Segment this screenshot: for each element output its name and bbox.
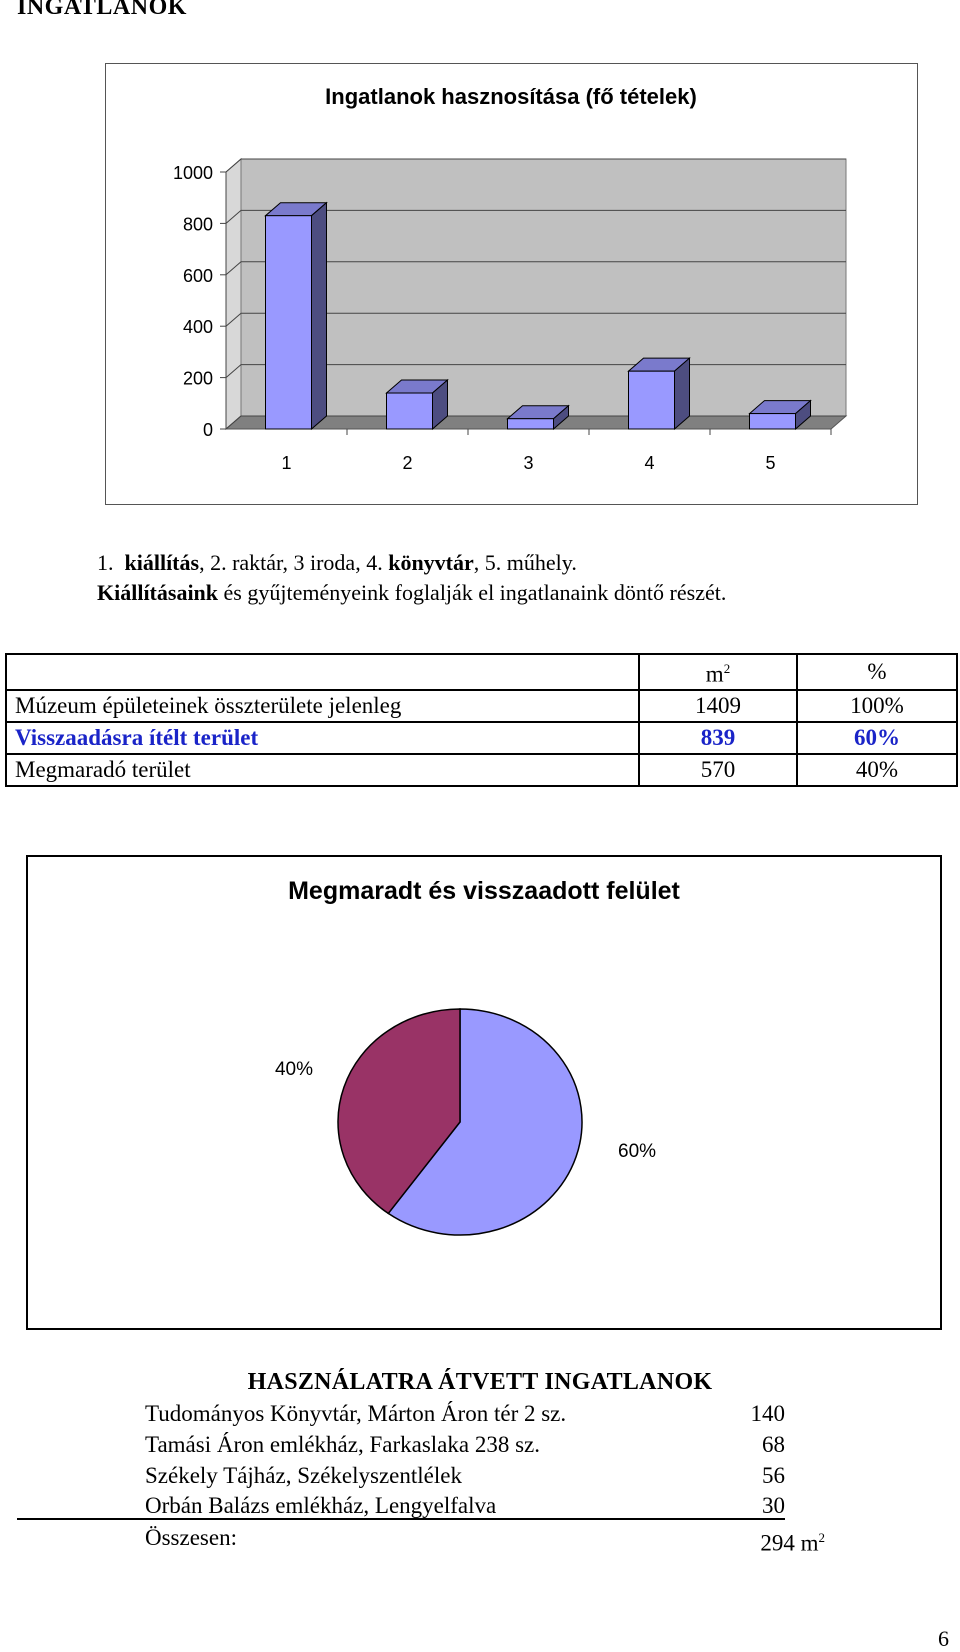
table-header-row: [6, 654, 957, 690]
chart-side-wall: [226, 159, 241, 429]
x-tick-label: 5: [765, 453, 776, 473]
total-value: 294 $m^2$: [760, 1530, 825, 1556]
bar: [387, 393, 433, 429]
x-tick-label: 1: [281, 453, 292, 473]
total-row: [145, 1522, 825, 1556]
list-item-value: 56: [762, 1463, 785, 1488]
bar-chart: [105, 63, 918, 505]
pie-chart-svg: [28, 857, 940, 1328]
y-tick-label: 0: [202, 420, 213, 440]
list-item: [145, 1429, 785, 1460]
page-heading: INGATLANOK: [17, 0, 187, 20]
table-cell-label: Visszaadásra ítélt terület: [6, 722, 639, 754]
table-header-pct: %: [797, 654, 957, 690]
table-row: [6, 690, 957, 722]
list-item-name: Székely Tájház, Székelyszentlélek: [145, 1463, 462, 1488]
x-tick-label: 2: [402, 453, 413, 473]
x-tick-label: 3: [523, 453, 534, 473]
legend-line-2: [97, 578, 726, 608]
legend-number: 1.: [97, 550, 114, 575]
y-tick-label: 600: [182, 265, 213, 286]
legend-text-1: , 2. raktár, 3 iroda, 4.: [199, 550, 389, 575]
legend-bold-3: Kiállításaink: [97, 580, 219, 605]
list-item-value: 140: [750, 1401, 785, 1426]
pie-chart-title: Megmaradt és visszaadott felület: [288, 877, 680, 905]
bar-side: [675, 358, 690, 429]
y-tick-label: 1000: [172, 163, 213, 183]
table-row: [6, 754, 957, 786]
table-header-m2: $m^2$: [639, 654, 797, 690]
legend-line-1: [97, 548, 726, 578]
bar: [266, 216, 312, 429]
bar-chart-svg: [106, 64, 917, 504]
chart-back-wall: [241, 159, 846, 416]
list-item-name: Tudományos Könyvtár, Márton Áron tér 2 sz.: [145, 1401, 567, 1426]
legend-text-2: , 5. műhely.: [473, 550, 577, 575]
page-number: 6: [938, 1626, 949, 1651]
bar: [750, 414, 796, 429]
pie-slice-label: 60%: [618, 1141, 657, 1162]
list-item-value: 68: [762, 1432, 785, 1457]
bar-side: [312, 203, 327, 429]
bar: [508, 419, 554, 429]
area-table: [5, 653, 958, 787]
table-cell-label: Múzeum épületeinek összterülete jelenleg: [6, 690, 639, 722]
list-item-value: 30: [762, 1493, 785, 1518]
chart-legend-text: [97, 548, 726, 608]
bar: [629, 371, 675, 429]
x-tick-label: 4: [644, 453, 655, 473]
table-cell-label: Megmaradó terület: [6, 754, 639, 786]
y-tick-label: 800: [182, 214, 213, 235]
list-item: [145, 1490, 785, 1521]
table-cell-m2: 1409: [639, 690, 797, 722]
bar-chart-title: Ingatlanok hasznosítása (fő tételek): [325, 84, 697, 109]
list-item: [145, 1460, 785, 1491]
pie-chart: [26, 855, 942, 1330]
table-cell-pct: 100%: [797, 690, 957, 722]
legend-text-3: és gyűjteményeink foglalják el ingatlanaink döntő részét.: [218, 580, 727, 605]
used-properties-heading: HASZNÁLATRA ÁTVETT INGATLANOK: [247, 1369, 713, 1395]
list-item: [145, 1398, 785, 1429]
table-cell-pct: 60%: [797, 722, 957, 754]
list-item-name: Tamási Áron emlékház, Farkaslaka 238 sz.: [145, 1432, 541, 1457]
legend-bold-2: könyvtár: [388, 550, 474, 575]
list-item-name: Orbán Balázs emlékház, Lengyelfalva: [145, 1493, 497, 1518]
pie-slice-label: 40%: [274, 1059, 313, 1080]
legend-bold-1: kiállítás: [124, 550, 200, 575]
table-cell-m2: 570: [639, 754, 797, 786]
table-cell-m2: 839: [639, 722, 797, 754]
y-tick-label: 400: [182, 317, 213, 338]
y-tick-label: 200: [182, 368, 213, 389]
table-cell-pct: 40%: [797, 754, 957, 786]
table-row: [6, 722, 957, 754]
sum-divider: [17, 1518, 785, 1520]
table-header-empty: [6, 654, 639, 690]
total-label: Összesen:: [145, 1525, 237, 1550]
